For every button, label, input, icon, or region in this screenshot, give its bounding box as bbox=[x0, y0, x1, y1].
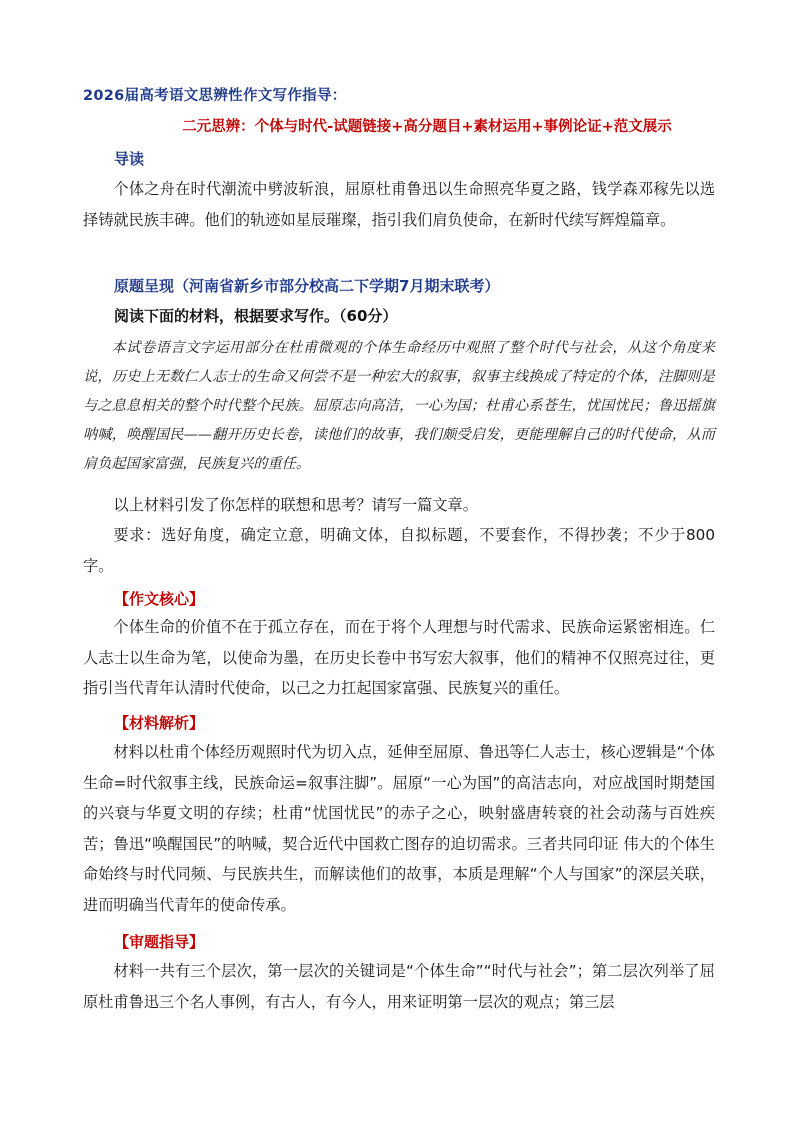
writing-instruction: 阅读下面的材料，根据要求写作。（60分） bbox=[114, 307, 398, 325]
document-title: 2026届高考语文思辨性作文写作指导： bbox=[83, 88, 347, 104]
core-paragraph: 个体生命的价值不在于孤立存在，而在于将个人理想与时代需求、民族命运紧密相连。仁人志士以生命为笔，以使命为墨，在历史长卷中书写宏大叙事，他们的精神不仅照亮过往，更指引当代青年认清时代使命，以己之力扛起国家富强、民族复兴的重任。 bbox=[83, 618, 715, 697]
original-question-heading: 原题呈现（河南省新乡市部分校高二下学期7月期末联考） bbox=[114, 277, 500, 295]
analysis-paragraph: 材料以杜甫个体经历观照时代为切入点，延伸至屈原、鲁迅等仁人志士，核心逻辑是“个体生命=时代叙事主线，民族命运=叙事注脚”。屈原“一心为国”的高洁志向，对应战国时期楚国的兴衰与华夏文明的存续；杜甫“忧国忧民”的赤子之心，映射盛唐转衰的社会动荡与百姓疾苦；鲁迅“唤醒国民”的呐喊，契合近代中国救亡图存的迫切需求。三者共同印证 伟大的个体生命始终与时代同频、与民族共生，而解读他们的故事，本质是理解“个人与国家”的深层关联，进而明确当代青年的使命传承。 bbox=[83, 743, 715, 914]
guidance-paragraph: 材料一共有三个层次，第一层次的关键词是“个体生命”“时代与社会”；第二层次列举了屈原杜甫鲁迅三个名人事例，有古人，有今人，用来证明第一层次的观点；第三层 bbox=[83, 962, 715, 1011]
material-passage: 本试卷语言文字运用部分在杜甫微观的个体生命经历中观照了整个时代与社会，从这个角度来说，历史上无数仁人志士的生命又何尝不是一种宏大的叙事，叙事主线换成了特定的个体，注脚则是与之息息相关的整个时代整个民族。屈原志向高洁，一心为国；杜甫心系苍生，忧国忧民；鲁迅摇旗呐喊，唤醒国民——翻开历史长卷，读他们的故事，我们颇受启发，更能理解自己的时代使命，从而肩负起国家富强，民族复兴的重任。 bbox=[83, 340, 715, 472]
writing-prompt: 以上材料引发了你怎样的联想和思考？请写一篇文章。 bbox=[113, 496, 478, 514]
writing-requirements: 要求：选好角度，确定立意，明确文体，自拟标题，不要套作，不得抄袭；不少于800字。 bbox=[83, 526, 715, 575]
core-heading: 【作文核心】 bbox=[114, 590, 205, 608]
analysis-heading: 【材料解析】 bbox=[114, 714, 205, 732]
document-subtitle: 二元思辨：个体与时代-试题链接+高分题目+素材运用+事例论证+范文展示 bbox=[182, 119, 672, 135]
guidance-heading: 【审题指导】 bbox=[114, 933, 205, 951]
intro-heading: 导读 bbox=[114, 150, 145, 168]
intro-paragraph: 个体之舟在时代潮流中劈波斩浪，屈原杜甫鲁迅以生命照亮华夏之路，钱学森邓稼先以选择铸就民族丰碑。他们的轨迹如星辰璀璨，指引我们肩负使命，在新时代续写辉煌篇章。 bbox=[83, 180, 715, 229]
